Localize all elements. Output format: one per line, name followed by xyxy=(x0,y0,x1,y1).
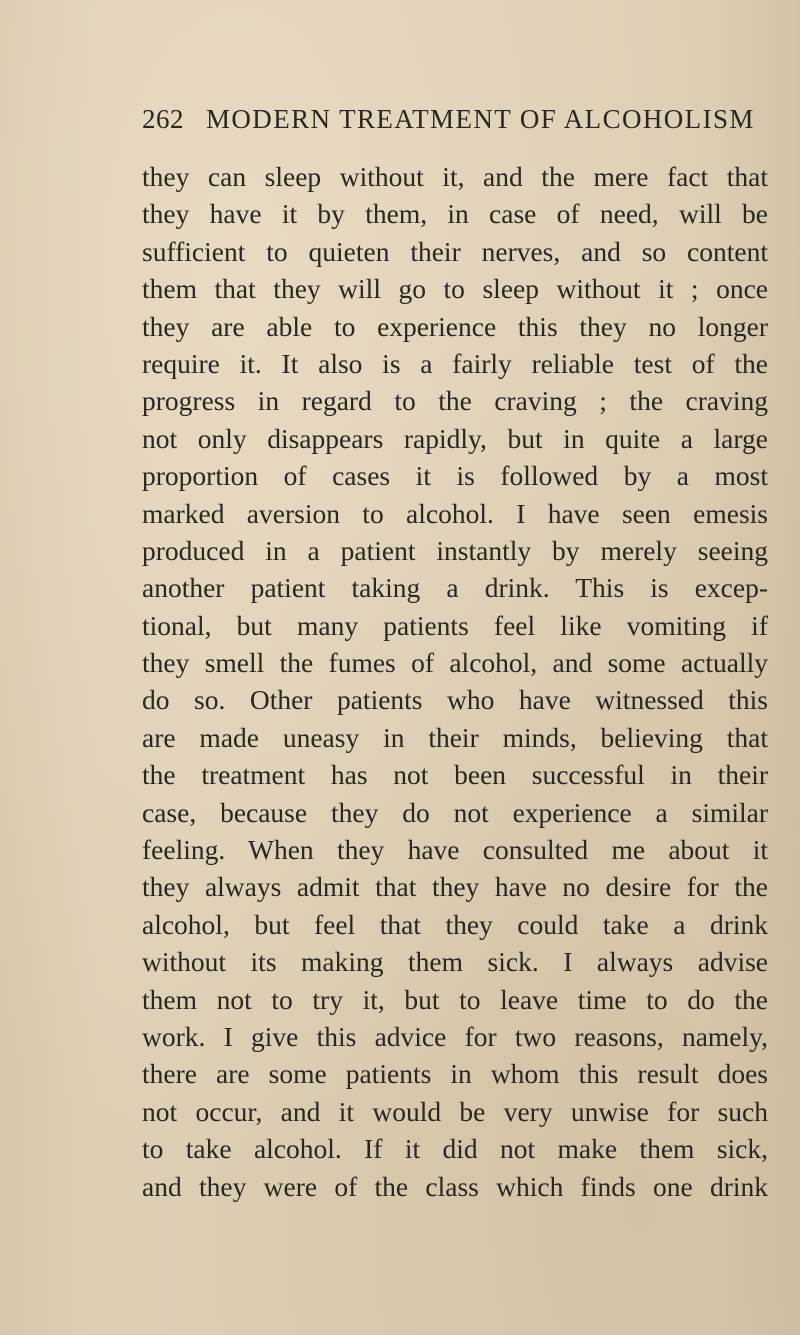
text-line: they have it by them, in case of need, will be xyxy=(142,198,768,230)
text-line: tional, but many patients feel like vomiting if xyxy=(142,609,768,641)
running-head xyxy=(142,104,768,144)
running-title: MODERN TREATMENT OF ALCOHOLISM xyxy=(206,104,755,134)
text-line: not occur, and it would be very unwise for such xyxy=(142,1095,768,1127)
body-text xyxy=(142,158,768,1205)
text-line: without its making them sick. I always advise xyxy=(142,946,768,978)
text-line: sufficient to quieten their nerves, and so content xyxy=(142,235,768,267)
text-line: they can sleep without it, and the mere fact that xyxy=(142,161,768,192)
text-line: not only disappears rapidly, but in quite a large xyxy=(142,422,768,454)
text-line: feeling. When they have consulted me about it xyxy=(142,834,768,866)
text-line: work. I give this advice for two reasons, namely, xyxy=(142,1020,768,1052)
text-line: require it. It also is a fairly reliable test of the xyxy=(142,347,768,379)
text-line: them not to try it, but to leave time to do the xyxy=(142,983,768,1015)
text-line: them that they will go to sleep without it ; once xyxy=(142,273,768,305)
text-line: the treatment has not been successful in their xyxy=(142,759,768,791)
text-line: and they were of the class which finds one drink xyxy=(142,1170,768,1202)
text-line: progress in regard to the craving ; the craving xyxy=(142,385,768,417)
text-line: produced in a patient instantly by merely seeing xyxy=(142,534,768,566)
text-line: proportion of cases it is followed by a most xyxy=(142,460,768,492)
text-line: there are some patients in whom this result does xyxy=(142,1058,768,1090)
text-line: they smell the fumes of alcohol, and some actually xyxy=(142,647,768,679)
text-line: alcohol, but feel that they could take a drink xyxy=(142,908,768,940)
text-line: are made uneasy in their minds, believing that xyxy=(142,721,768,753)
text-line: do so. Other patients who have witnessed this xyxy=(142,684,768,716)
text-line: they are able to experience this they no longer xyxy=(142,310,768,342)
page-number: 262 xyxy=(142,104,184,134)
text-line: to take alcohol. If it did not make them sick, xyxy=(142,1133,768,1165)
text-line: another patient taking a drink. This is excep- xyxy=(142,572,768,604)
text-line: case, because they do not experience a similar xyxy=(142,796,768,828)
text-line: they always admit that they have no desire for the xyxy=(142,871,768,903)
text-line: marked aversion to alcohol. I have seen emesis xyxy=(142,497,768,529)
